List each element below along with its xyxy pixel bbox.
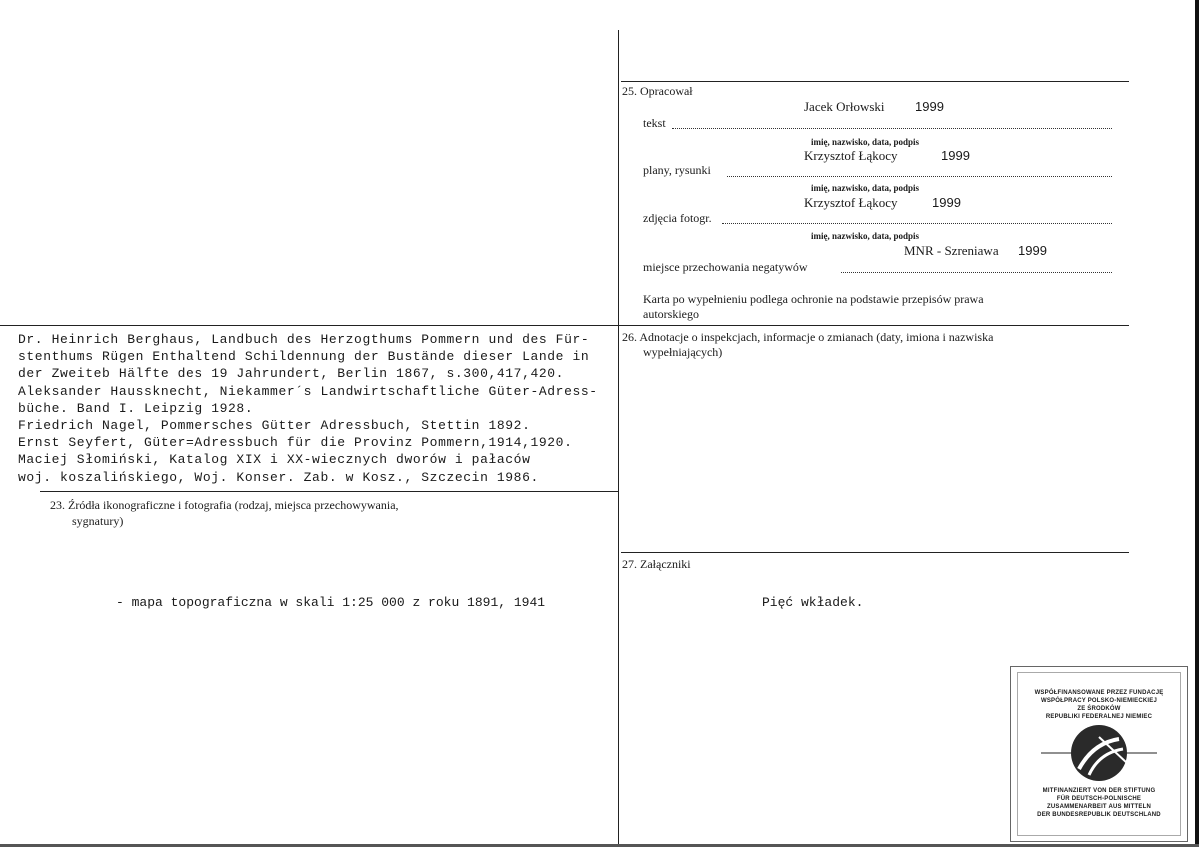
drawings-label: plany, rysunki [643, 163, 711, 177]
negatives-year: 1999 [1018, 243, 1047, 258]
stamp-bottom-text [1011, 787, 1187, 819]
text-label: tekst [643, 116, 666, 130]
bibliography-line: woj. koszalińskiego, Woj. Konser. Zab. w Kosz., Szczecin 1986. [18, 469, 539, 485]
section26-heading-line1: 26. Adnotacje o inspekcjach, informacje o zmianach (daty, imiona i nazwiska [622, 330, 994, 344]
bibliography-line: Dr. Heinrich Berghaus, Landbuch des Herzogthums Pommern und des Für- [18, 332, 590, 347]
drawings-caption: imię, nazwisko, data, podpis [811, 183, 920, 193]
text-author: Jacek Orłowski [804, 99, 885, 114]
negatives-dotted-line [841, 272, 1112, 273]
section27-content: Pięć wkładek. [762, 595, 864, 610]
drawings-year: 1999 [941, 148, 970, 163]
text-caption: imię, nazwisko, data, podpis [811, 137, 920, 147]
photos-label: zdjęcia fotogr. [643, 211, 712, 225]
funding-stamp [1010, 666, 1188, 842]
section25-heading: 25. Opracował [622, 84, 693, 98]
stamp-top-line: ZE ŚRODKÓW [1077, 706, 1121, 712]
stamp-bottom-line: DER BUNDESREPUBLIK DEUTSCHLAND [1037, 812, 1161, 818]
foundation-logo-icon [1041, 723, 1157, 783]
photos-year: 1999 [932, 195, 961, 210]
photos-dotted-line [722, 223, 1112, 224]
bibliography-line: büche. Band I. Leipzig 1928. [18, 400, 254, 416]
bibliography-block [18, 331, 598, 486]
scan-edge-right [1195, 0, 1199, 847]
section25-top-rule [621, 81, 1129, 82]
bibliography-line: der Zweiteb Hälfte des 19 Jahrundert, Berlin 1867, s.300,417,420. [18, 366, 565, 382]
text-dotted-line [672, 128, 1112, 129]
bibliography-line: Maciej Słomiński, Katalog XIX i XX-wiecznych dworów i pałaców [18, 452, 531, 468]
stamp-bottom-line: FÜR DEUTSCH-POLNISCHE [1056, 796, 1142, 802]
bibliography-line: Aleksander Haussknecht, Niekammer´s Landwirtschaftliche Güter-Adress- [18, 383, 598, 399]
stamp-top-line: REPUBLIKI FEDERALNEJ NIEMIEC [1045, 714, 1153, 720]
drawings-dotted-line [727, 176, 1112, 177]
section26-heading-line2: wypełniających) [643, 345, 723, 359]
bibliography-line: Ernst Seyfert, Güter=Adressbuch für die Provinz Pommern,1914,1920. [18, 435, 573, 451]
section27-top-rule [621, 552, 1129, 553]
text-year: 1999 [915, 99, 944, 114]
copyright-note-line1: Karta po wypełnieniu podlega ochronie na podstawie przepisów prawa [643, 292, 984, 306]
stamp-bottom-line: MITFINANZIERT VON DER STIFTUNG [1042, 788, 1156, 794]
stamp-top-line: WSPÓŁFINANSOWANE PRZEZ FUNDACJĘ [1034, 690, 1164, 696]
section23-content: - mapa topograficzna w skali 1:25 000 z roku 1891, 1941 [116, 595, 546, 610]
section23-heading-line2: sygnatury) [72, 514, 124, 528]
copyright-note-line2: autorskiego [643, 307, 699, 321]
section26-top-rule [0, 325, 1129, 326]
photos-caption: imię, nazwisko, data, podpis [811, 231, 920, 241]
center-divider [618, 30, 619, 847]
section23-top-rule [40, 491, 618, 492]
photos-author: Krzysztof Łąkocy [804, 195, 898, 210]
negatives-label: miejsce przechowania negatywów [643, 260, 808, 274]
section23-heading-line1: 23. Źródła ikonograficzne i fotografia (rodzaj, miejsca przechowywania, [50, 498, 399, 512]
drawings-author: Krzysztof Łąkocy [804, 148, 898, 163]
bibliography-line: Friedrich Nagel, Pommersches Gütter Adressbuch, Stettin 1892. [18, 418, 531, 434]
negatives-place: MNR - Szreniawa [904, 243, 999, 258]
stamp-top-text [1011, 689, 1187, 721]
stamp-top-line: WSPÓŁPRACY POLSKO-NIEMIECKIEJ [1040, 698, 1158, 704]
stamp-bottom-line: ZUSAMMENARBEIT AUS MITTELN [1047, 804, 1151, 810]
section27-heading: 27. Załączniki [622, 557, 691, 571]
bibliography-line: stenthums Rügen Enthaltend Schildennung der Bustände dieser Lande in [18, 349, 590, 365]
